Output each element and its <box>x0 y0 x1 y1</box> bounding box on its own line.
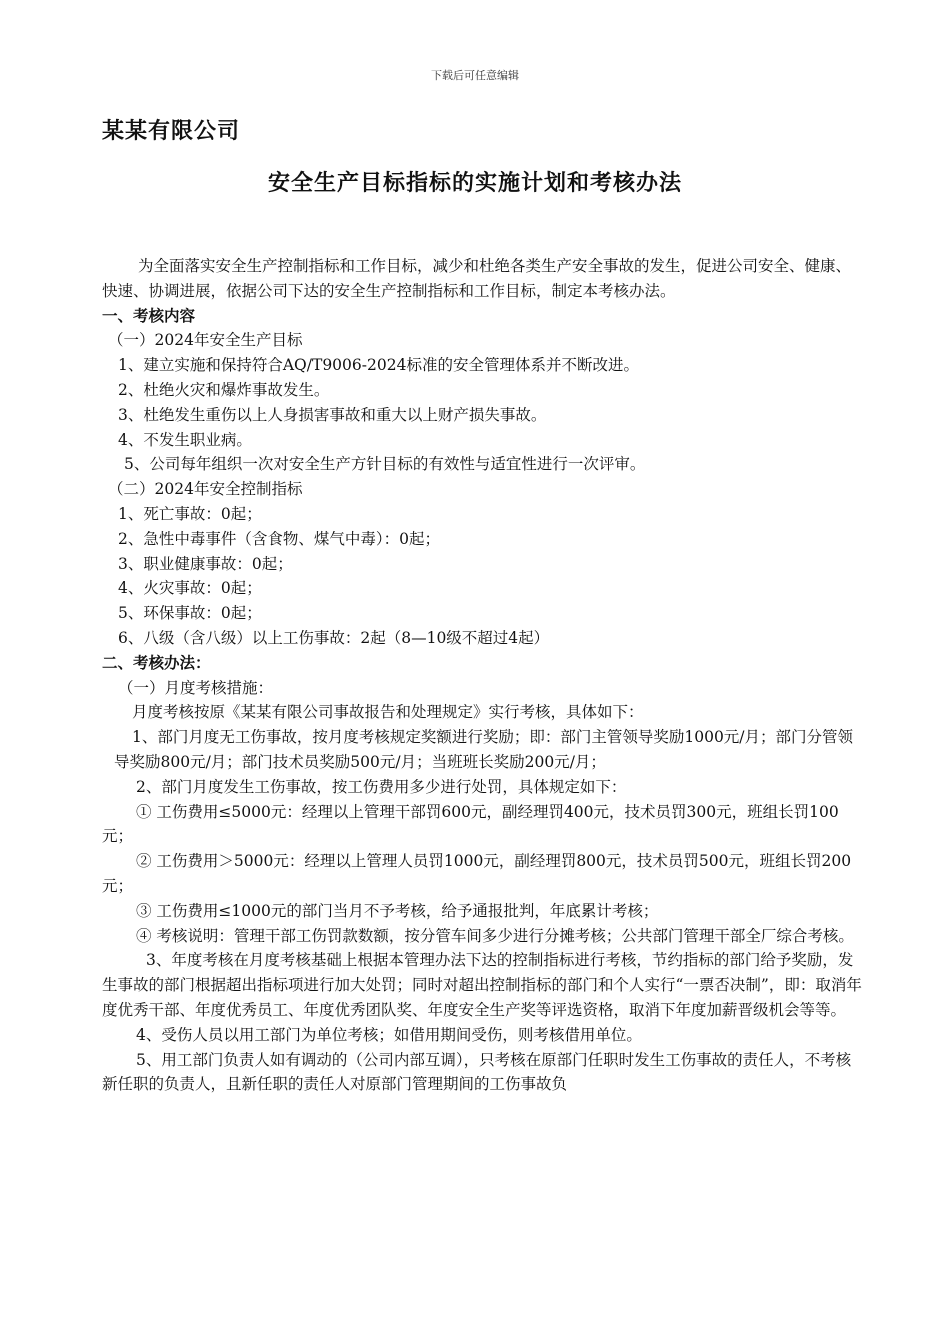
document-title: 安全生产目标指标的实施计划和考核办法 <box>267 171 682 196</box>
penalty-clause: ② 工伤费用＞5000元：经理以上管理人员罚1000元，副经理罚800元，技术员罚500元，班组长罚200元； <box>102 852 852 895</box>
target-item: 5、公司每年组织一次对安全生产方针目标的有效性与适宜性进行一次评审。 <box>124 455 646 474</box>
section1-sub1-heading: （一）2024年安全生产目标 <box>108 331 303 350</box>
monthly-lead: 月度考核按原《某某有限公司事故报告和处理规定》实行考核，具体如下： <box>132 703 644 722</box>
intro-paragraph: 为全面落实安全生产控制指标和工作目标，减少和杜绝各类生产安全事故的发生，促进公司安全、健康、快速、协调进展，依据公司下达的安全生产控制指标和工作目标，制定本考核办法。 <box>102 257 852 300</box>
section2-heading: 二、考核办法： <box>102 653 211 672</box>
rule-paragraph: 3、年度考核在月度考核基础上根据本管理办法下达的控制指标进行考核，节约指标的部门给予奖励，发生事故的部门根据超出指标项进行加大处罚；同时对超出控制指标的部门和个人实行“一票否决制”，即：取消年度优秀干部、年度优秀员工、年度优秀团队奖、年度安全生产奖等评选资格，取消下年度加薪晋级机会等等。 <box>102 951 862 1019</box>
penalty-clause: ④ 考核说明：管理干部工伤罚款数额，按分管车间多少进行分摊考核；公共部门管理干部全厂综合考核。 <box>136 926 854 945</box>
rule-paragraph: 2、部门月度发生工伤事故，按工伤费用多少进行处罚，具体规定如下： <box>136 777 627 796</box>
indicator-item: 4、火灾事故：0起； <box>118 579 262 598</box>
target-item: 1、建立实施和保持符合AQ/T9006-2024标准的安全管理体系并不断改进。 <box>118 356 639 375</box>
target-item: 3、杜绝发生重伤以上人身损害事故和重大以上财产损失事故。 <box>118 405 547 424</box>
header-note: 下载后可任意编辑 <box>431 69 519 82</box>
penalty-clause: ① 工伤费用≤5000元：经理以上管理干部罚600元，副经理罚400元，技术员罚300元，班组长罚100元； <box>102 802 839 846</box>
indicator-item: 5、环保事故：0起； <box>118 604 262 623</box>
document-body <box>102 254 862 1097</box>
section1-heading: 一、考核内容 <box>102 306 196 325</box>
rule-paragraph: 1、部门月度无工伤事故，按月度考核规定奖额进行奖励；即：部门主管领导奖励1000元/月；部门分管领导奖励800元/月；部门技术员奖励500元/月；当班班长奖励200元/月； <box>114 728 854 771</box>
rule-paragraph: 5、用工部门负责人如有调动的（公司内部互调），只考核在原部门任职时发生工伤事故的责任人，不考核新任职的负责人，且新任职的责任人对原部门管理期间的工伤事故负 <box>102 1050 852 1094</box>
section1-sub2-heading: （二）2024年安全控制指标 <box>108 480 303 499</box>
indicator-item: 1、死亡事故：0起； <box>118 504 262 523</box>
indicator-item: 3、职业健康事故：0起； <box>118 554 293 573</box>
target-item: 4、不发生职业病。 <box>118 430 252 449</box>
indicator-item: 6、八级（含八级）以上工伤事故：2起（8—10级不超过4起） <box>118 628 550 647</box>
section2-sub1-heading: （一）月度考核措施： <box>118 678 274 697</box>
indicator-item: 2、急性中毒事件（含食物、煤气中毒）：0起； <box>118 529 440 548</box>
target-item: 2、杜绝火灾和爆炸事故发生。 <box>118 380 330 399</box>
company-name: 某某有限公司 <box>102 119 241 144</box>
penalty-clause: ③ 工伤费用≤1000元的部门当月不予考核，给予通报批判，年底累计考核； <box>136 901 659 920</box>
rule-paragraph: 4、受伤人员以用工部门为单位考核；如借用期间受伤，则考核借用单位。 <box>136 1025 642 1044</box>
